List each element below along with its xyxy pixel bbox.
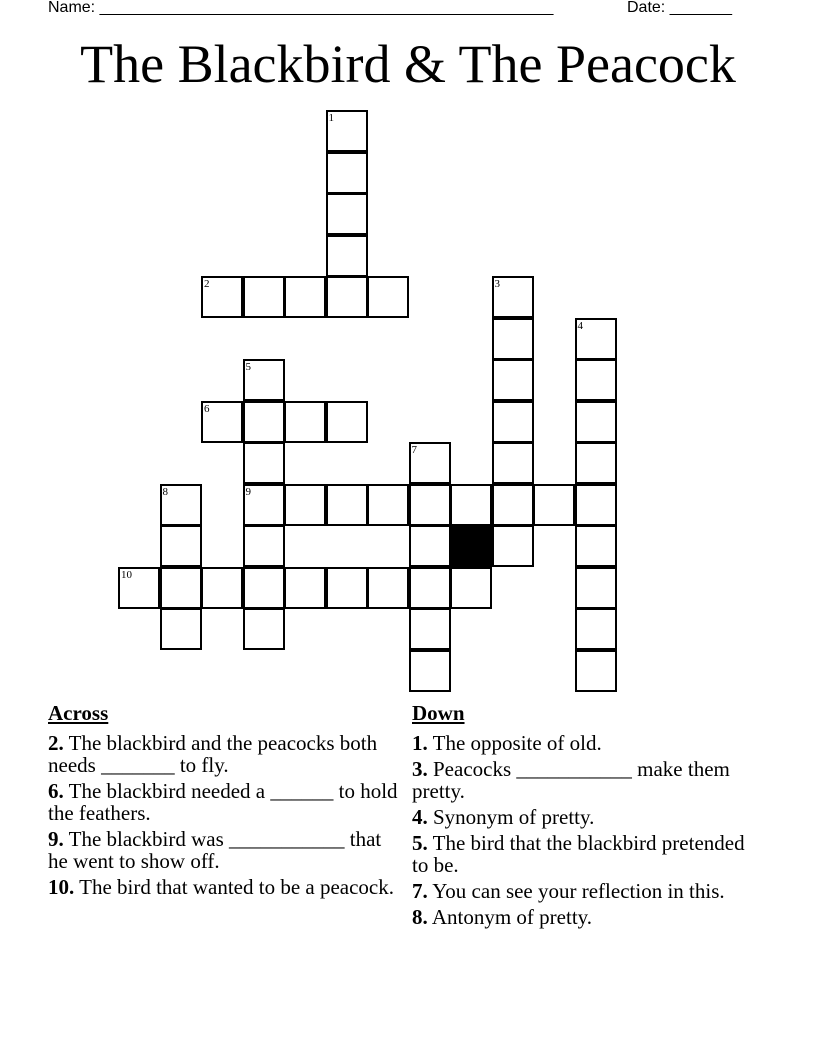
grid-cell[interactable] bbox=[575, 484, 617, 526]
grid-cell[interactable] bbox=[367, 484, 409, 526]
clue-number: 7 bbox=[411, 444, 417, 456]
grid-cell[interactable] bbox=[326, 152, 368, 194]
name-field-label[interactable]: Name: ___________________________________________________ bbox=[48, 0, 554, 16]
grid-cell[interactable] bbox=[575, 359, 617, 401]
grid-cell[interactable] bbox=[243, 525, 285, 567]
grid-cell[interactable] bbox=[409, 442, 451, 484]
date-field-label[interactable]: Date: _______ bbox=[627, 0, 732, 16]
grid-cell[interactable] bbox=[533, 484, 575, 526]
grid-cell[interactable] bbox=[160, 567, 202, 609]
grid-cell[interactable] bbox=[575, 401, 617, 443]
page-title: The Blackbird & The Peacock bbox=[80, 34, 736, 94]
clue-down-3: 3. Peacocks ___________ make them pretty. bbox=[412, 757, 730, 803]
grid-cell[interactable] bbox=[409, 484, 451, 526]
across-heading: Across bbox=[48, 701, 109, 725]
clue-number: 5 bbox=[245, 361, 251, 373]
grid-cell[interactable] bbox=[243, 567, 285, 609]
grid-cell[interactable] bbox=[492, 318, 534, 360]
grid-cell[interactable] bbox=[118, 567, 160, 609]
grid-cell[interactable] bbox=[450, 567, 492, 609]
grid-cell[interactable] bbox=[284, 276, 326, 318]
clue-down-7: 7. You can see your reflection in this. bbox=[412, 879, 725, 903]
grid-cell[interactable] bbox=[409, 567, 451, 609]
grid-cell[interactable] bbox=[326, 567, 368, 609]
grid-cell[interactable] bbox=[201, 276, 243, 318]
grid-cell[interactable] bbox=[160, 484, 202, 526]
grid-cell[interactable] bbox=[367, 276, 409, 318]
grid-cell[interactable] bbox=[575, 567, 617, 609]
grid-cell[interactable] bbox=[492, 442, 534, 484]
clue-number: 1 bbox=[328, 112, 334, 124]
clue-across-9: 9. The blackbird was ___________ that he went to show off. bbox=[48, 827, 382, 873]
down-heading: Down bbox=[412, 701, 465, 725]
grid-cell[interactable] bbox=[243, 276, 285, 318]
grid-cell[interactable] bbox=[326, 276, 368, 318]
clue-number: 10 bbox=[121, 568, 132, 581]
grid-cell[interactable] bbox=[326, 235, 368, 277]
grid-cell[interactable] bbox=[160, 525, 202, 567]
clue-across-2: 2. The blackbird and the peacocks both needs _______ to fly. bbox=[48, 731, 378, 777]
grid-cell[interactable] bbox=[575, 525, 617, 567]
clue-across-10: 10. The bird that wanted to be a peacock. bbox=[48, 875, 394, 899]
clue-down-4: 4. Synonym of pretty. bbox=[412, 805, 595, 829]
grid-cell[interactable] bbox=[243, 359, 285, 401]
grid-cell[interactable] bbox=[492, 276, 534, 318]
grid-cell[interactable] bbox=[492, 359, 534, 401]
grid-cell[interactable] bbox=[575, 608, 617, 650]
grid-cell[interactable] bbox=[284, 401, 326, 443]
grid-cell[interactable] bbox=[160, 608, 202, 650]
grid-cell[interactable] bbox=[326, 193, 368, 235]
grid-cell[interactable] bbox=[492, 525, 534, 567]
grid-cell[interactable] bbox=[201, 567, 243, 609]
grid-cell[interactable] bbox=[201, 401, 243, 443]
grid-cell[interactable] bbox=[492, 401, 534, 443]
clue-down-1: 1. The opposite of old. bbox=[412, 731, 602, 755]
grid-cell[interactable] bbox=[409, 525, 451, 567]
grid-cell[interactable] bbox=[575, 318, 617, 360]
grid-cell[interactable] bbox=[243, 484, 285, 526]
grid-cell[interactable] bbox=[409, 608, 451, 650]
grid-cell[interactable] bbox=[326, 484, 368, 526]
clue-number: 8 bbox=[162, 485, 168, 498]
clue-number: 4 bbox=[577, 319, 583, 332]
across-clues bbox=[48, 700, 404, 902]
grid-cell[interactable] bbox=[243, 442, 285, 484]
grid-cell[interactable] bbox=[450, 484, 492, 526]
clue-number: 9 bbox=[245, 485, 251, 498]
clue-across-6: 6. The blackbird needed a ______ to hold the feathers. bbox=[48, 779, 398, 825]
grid-cell[interactable] bbox=[409, 650, 451, 692]
clue-down-5: 5. The bird that the blackbird pretended to be. bbox=[412, 831, 745, 877]
grid-cell[interactable] bbox=[367, 567, 409, 609]
grid-cell[interactable] bbox=[326, 401, 368, 443]
clue-down-8: 8. Antonym of pretty. bbox=[412, 905, 593, 929]
grid-cell[interactable] bbox=[284, 484, 326, 526]
down-clues bbox=[412, 700, 752, 932]
clue-number: 2 bbox=[204, 278, 210, 290]
grid-cell[interactable] bbox=[326, 110, 368, 152]
grid-cell[interactable] bbox=[243, 401, 285, 443]
grid-cell-blocked bbox=[450, 525, 492, 567]
grid-cell[interactable] bbox=[284, 567, 326, 609]
grid-cell[interactable] bbox=[575, 650, 617, 692]
grid-cell[interactable] bbox=[492, 484, 534, 526]
grid-cell[interactable] bbox=[575, 442, 617, 484]
clue-number: 3 bbox=[494, 278, 500, 290]
clue-number: 6 bbox=[204, 402, 210, 415]
grid-cell[interactable] bbox=[243, 608, 285, 650]
